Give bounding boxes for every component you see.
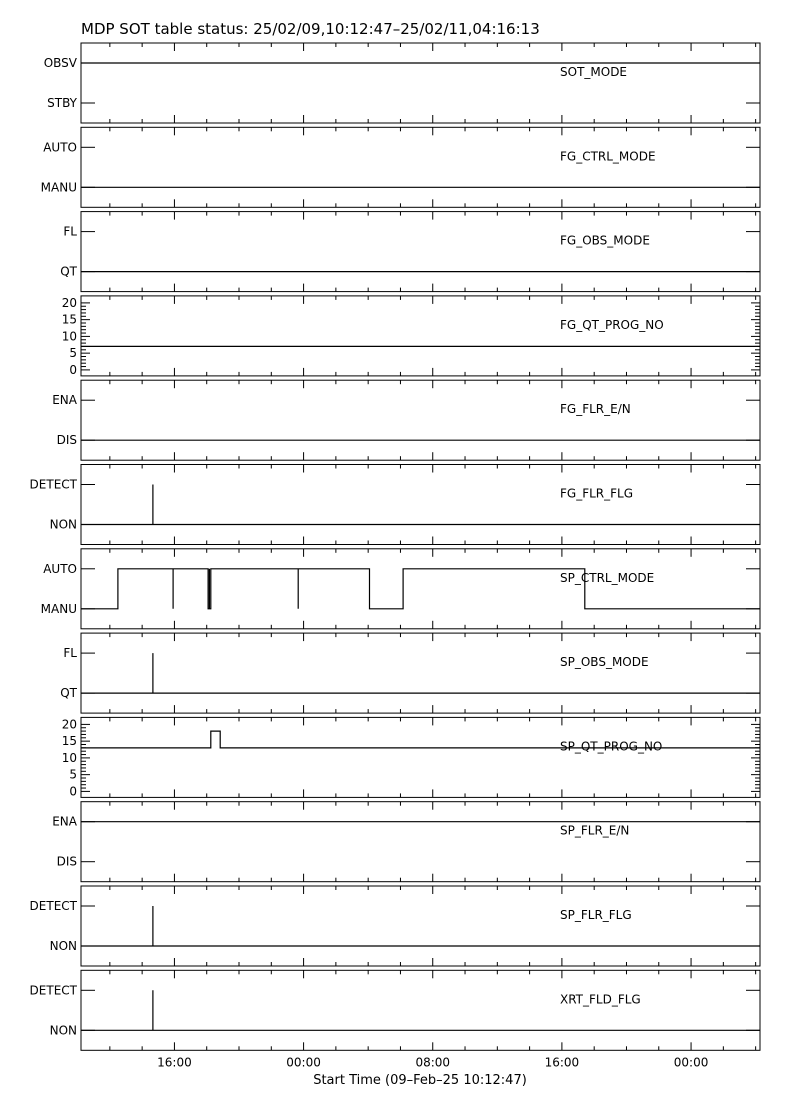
series-label: FG_OBS_MODE: [560, 233, 650, 248]
panel-frame: [81, 633, 760, 713]
y-tick-label: DIS: [56, 433, 77, 448]
y-tick-label: 10: [61, 750, 77, 765]
y-tick-label: DETECT: [29, 899, 77, 913]
panel-sp-flr-flg: [30, 886, 760, 966]
series-label: FG_FLR_FLG: [560, 486, 634, 501]
x-axis-label: Start Time (09–Feb–25 10:12:47): [313, 1073, 527, 1088]
y-tick-label: FL: [63, 646, 77, 661]
panel-sp-obs-mode: [60, 633, 760, 713]
panel-xrt-fld-flg: [30, 970, 760, 1050]
panel-fg-obs-mode: [60, 212, 760, 292]
panel-fg-qt-prog-no: [62, 296, 760, 377]
series-label: SP_CTRL_MODE: [560, 570, 655, 585]
y-tick-label: 10: [61, 329, 77, 344]
y-tick-label: 20: [61, 717, 77, 732]
series-line: [81, 990, 760, 1030]
panel-frame: [81, 886, 760, 966]
x-tick-label: 16:00: [157, 1055, 192, 1070]
chart-title: MDP SOT table status: 25/02/09,10:12:47–25/02/11,04:16:13: [81, 20, 540, 38]
series-label: SP_OBS_MODE: [560, 655, 649, 670]
x-axis: [157, 1055, 708, 1069]
y-tick-label: 5: [69, 767, 77, 782]
y-tick-label: AUTO: [43, 561, 77, 576]
x-tick-label: 08:00: [415, 1055, 451, 1070]
y-tick-label: AUTO: [43, 140, 77, 155]
y-tick-label: QT: [60, 264, 77, 279]
y-tick-label: 0: [69, 784, 77, 799]
series-label: SP_FLR_E/N: [560, 823, 630, 838]
y-tick-label: NON: [49, 1023, 77, 1038]
series-label: SP_QT_PROG_NO: [560, 739, 663, 754]
y-tick-label: 0: [69, 362, 77, 377]
panel-frame: [81, 380, 760, 460]
y-tick-label: DETECT: [29, 983, 77, 998]
y-tick-label: 15: [61, 312, 77, 327]
y-tick-label: OBSV: [43, 56, 77, 70]
x-tick-label: 00:00: [673, 1055, 709, 1070]
y-tick-label: 20: [61, 295, 77, 310]
panel-frame: [81, 717, 760, 797]
series-line: [81, 485, 760, 525]
panel-sp-ctrl-mode: [41, 549, 760, 629]
series-line: [81, 906, 760, 946]
y-tick-label: QT: [60, 686, 77, 701]
y-tick-label: STBY: [47, 96, 77, 110]
panel-fg-ctrl-mode: [41, 127, 760, 207]
series-label: FG_QT_PROG_NO: [560, 317, 664, 332]
panel-frame: [81, 970, 760, 1050]
y-tick-label: NON: [49, 517, 77, 532]
series-label: FG_FLR_E/N: [560, 402, 631, 417]
series-line: [81, 653, 760, 693]
series-label: XRT_FLD_FLG: [560, 992, 641, 1007]
panel-frame: [81, 212, 760, 292]
panel-sp-flr-e-n: [52, 802, 760, 882]
panel-frame: [81, 802, 760, 882]
x-tick-label: 00:00: [286, 1055, 321, 1070]
y-tick-label: MANU: [40, 601, 77, 616]
y-tick-label: ENA: [52, 393, 77, 408]
panel-frame: [81, 549, 760, 629]
panel-sot-mode: [44, 43, 760, 123]
x-tick-label: 16:00: [544, 1055, 580, 1070]
panel-fg-flr-flg: [30, 465, 760, 545]
y-tick-label: DETECT: [29, 477, 77, 492]
panel-frame: [81, 296, 760, 376]
series-label: SP_FLR_FLG: [560, 908, 632, 922]
series-label: SOT_MODE: [560, 65, 628, 79]
panel-frame: [81, 43, 760, 123]
series-label: FG_CTRL_MODE: [560, 149, 656, 164]
y-tick-label: 5: [69, 346, 77, 361]
y-tick-label: DIS: [56, 854, 77, 869]
panel-stack: [30, 43, 760, 1050]
series-line: [81, 569, 760, 609]
y-tick-label: MANU: [40, 180, 77, 195]
y-tick-label: NON: [49, 939, 77, 953]
panel-frame: [81, 127, 760, 207]
panel-sp-qt-prog-no: [62, 717, 760, 798]
panel-fg-flr-e-n: [52, 380, 760, 460]
y-tick-label: 15: [61, 734, 77, 749]
y-tick-label: FL: [63, 224, 77, 239]
y-tick-label: ENA: [52, 814, 77, 829]
panel-frame: [81, 465, 760, 545]
